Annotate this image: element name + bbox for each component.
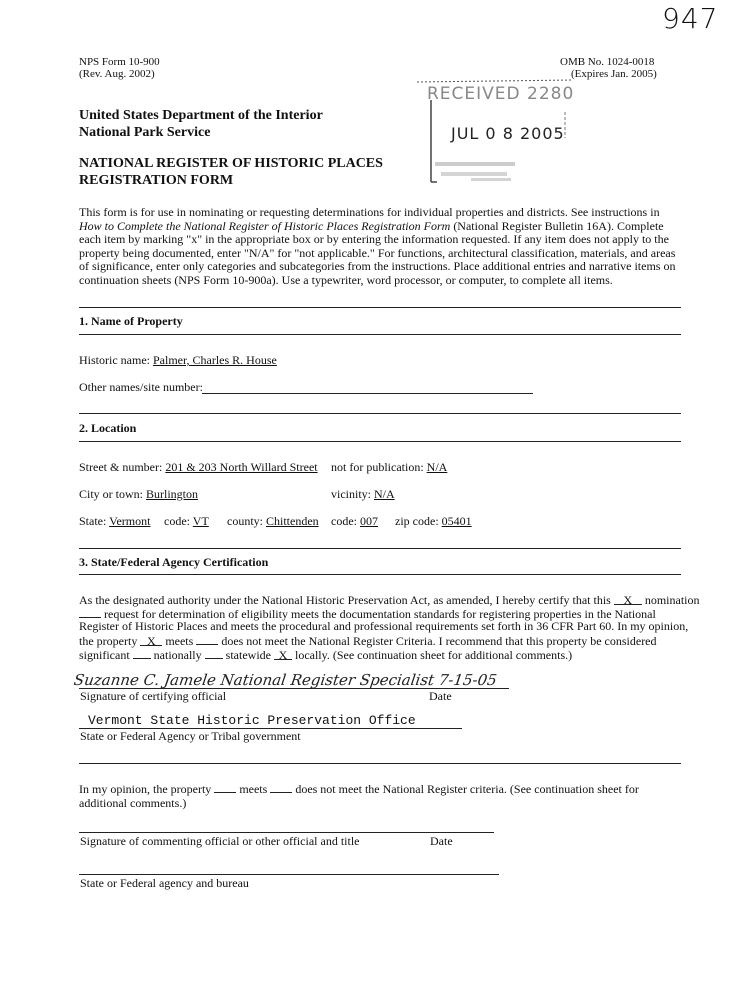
cert-text-5b: nationally [150, 648, 205, 662]
section1-top-rule [79, 307, 681, 308]
county-code-value[interactable]: 007 [360, 514, 378, 528]
form-revision: (Rev. Aug. 2002) [79, 68, 155, 80]
omb-number: OMB No. 1024-0018 [560, 56, 655, 68]
street-value[interactable]: 201 & 203 North Willard Street [165, 460, 318, 474]
section3-top-rule [79, 548, 681, 549]
state-value[interactable]: Vermont [109, 514, 151, 528]
opinion-paragraph [79, 781, 679, 810]
state-row [79, 514, 150, 529]
certifying-date-label: Date [429, 689, 452, 703]
stamp-date: JUL 0 8 2005 [451, 124, 565, 143]
cert-text-4b: meets [162, 634, 197, 648]
meets-checkbox[interactable] [140, 634, 162, 646]
cert-text-5c: statewide [222, 648, 274, 662]
section1-title: 1. Name of Property [79, 314, 183, 328]
cert-text-1: As the designated authority under the National Historic Preservation Act, as amended, I hereby certify that this [79, 593, 614, 607]
street-row [79, 460, 318, 475]
not-for-publication-row [331, 460, 447, 475]
other-names-field[interactable] [202, 393, 533, 394]
locally-checkbox[interactable] [274, 648, 292, 660]
form-title-1: NATIONAL REGISTER OF HISTORIC PLACES [79, 156, 383, 171]
opinion-text-c: does not meet the National Register criteria. (See continuation sheet for additional comments.) [79, 782, 639, 810]
nomination-checkbox[interactable] [614, 593, 642, 605]
intro-italic-title: How to Complete the National Register of Historic Places Registration Form [79, 218, 451, 233]
commenting-signature-line[interactable] [79, 832, 494, 833]
other-names-row [79, 380, 203, 395]
city-value[interactable]: Burlington [146, 487, 199, 501]
form-id: NPS Form 10-900 [79, 56, 160, 68]
locally-mark: X [278, 648, 288, 662]
section1-bottom-rule [79, 334, 681, 335]
cert-text-4c: does not meet the National Register Criteria. I recommend that this property be considered [218, 634, 657, 648]
cert-text-5d: locally. (See continuation sheet for additional comments.) [291, 648, 573, 662]
agency-title-1: United States Department of the Interior [79, 108, 323, 123]
other-names-label: Other names/site number: [79, 380, 203, 394]
certification-line-5 [79, 647, 572, 663]
omb-expiration: (Expires Jan. 2005) [571, 68, 657, 80]
bureau-label: State or Federal agency and bureau [80, 876, 249, 890]
state-code-value[interactable]: VT [192, 514, 209, 528]
agency-name-value[interactable]: Vermont State Historic Preservation Office [88, 713, 416, 728]
eligibility-checkbox[interactable] [79, 606, 101, 618]
intro-text-1: This form is for use in nominating or requesting determinations for individual properties and districts. See instructions in [79, 205, 660, 219]
agency-title-2: National Park Service [79, 125, 211, 140]
section2-title: 2. Location [79, 421, 137, 435]
opinion-top-rule [79, 763, 681, 764]
cert-text-4a: the property [79, 634, 141, 648]
nationally-checkbox[interactable] [133, 647, 151, 659]
zip-label: zip code: [395, 514, 442, 528]
nomination-mark: X [623, 593, 633, 607]
state-code-label: code: [164, 514, 193, 528]
street-label: Street & number: [79, 460, 166, 474]
intro-text-2: (National Register Bulletin 16A). Complete each item by marking "x" in the appropriate box or by entering the information requested. If any item does not apply to the property being documented, enter "N/A" for "not applicable." For functions, architectural classification, materials, and areas of significance, enter only categories and subcategories from the instructions. Place additional entries and narrative items on continuation sheets (NPS Form 10-900a). Use a typewriter, word processor, or computer, to complete all items. [79, 218, 676, 287]
historic-name-row [79, 353, 277, 368]
cert-text-1-end: nomination [641, 593, 700, 607]
received-stamp [415, 78, 577, 190]
opinion-text-a: In my opinion, the property [79, 782, 215, 796]
cert-text-3: Register of Historic Places and meets the procedural and professional requirements set forth in 36 CFR Part 60. In my opinion, [79, 619, 689, 633]
historic-name-value[interactable]: Palmer, Charles R. House [152, 353, 277, 367]
vicinity-row [331, 487, 395, 502]
cert-text-5a: significant [79, 648, 133, 662]
state-label: State: [79, 514, 110, 528]
nfp-label: not for publication: [331, 460, 427, 474]
statewide-checkbox[interactable] [205, 647, 223, 659]
opinion-text-b: meets [236, 782, 271, 796]
certifying-signature[interactable]: Suzanne C. Jamele National Register Specialist 7-15-05 [72, 671, 499, 689]
opinion-does-not-meet-checkbox[interactable] [270, 781, 292, 793]
cert-text-2: request for determination of eligibility meets the documentation standards for registering properties in the National [101, 607, 656, 621]
nfp-value[interactable]: N/A [426, 460, 448, 474]
zip-value[interactable]: 05401 [441, 514, 472, 528]
county-code-row [331, 514, 380, 529]
zip-row [395, 514, 472, 529]
page-number: 947 [662, 2, 719, 35]
stamp-received: RECEIVED 2280 [427, 84, 575, 104]
meets-mark: X [146, 634, 156, 648]
state-code-row [164, 514, 213, 529]
commenting-date-label: Date [430, 834, 453, 848]
county-label: county: [227, 514, 266, 528]
commenting-signature-label: Signature of commenting official or other official and title [80, 834, 360, 848]
county-value[interactable]: Chittenden [266, 514, 319, 528]
bureau-line[interactable] [79, 874, 499, 875]
certifying-signature-label: Signature of certifying official [80, 689, 227, 703]
historic-name-label: Historic name: [79, 353, 153, 367]
does-not-meet-checkbox[interactable] [196, 633, 218, 645]
agency-name-label: State or Federal Agency or Tribal government [80, 729, 301, 743]
certification-line-3 [79, 619, 688, 634]
county-row [227, 514, 319, 529]
county-code-label: code: [331, 514, 360, 528]
vicinity-label: vicinity: [331, 487, 374, 501]
section3-title: 3. State/Federal Agency Certification [79, 555, 269, 569]
section2-bottom-rule [79, 441, 681, 442]
section2-top-rule [79, 413, 681, 414]
form-title-2: REGISTRATION FORM [79, 173, 234, 188]
opinion-meets-checkbox[interactable] [214, 781, 236, 793]
city-row [79, 487, 204, 502]
section3-bottom-rule [79, 574, 681, 575]
city-label: City or town: [79, 487, 147, 501]
intro-paragraph [79, 206, 679, 287]
vicinity-value[interactable]: N/A [374, 487, 395, 501]
